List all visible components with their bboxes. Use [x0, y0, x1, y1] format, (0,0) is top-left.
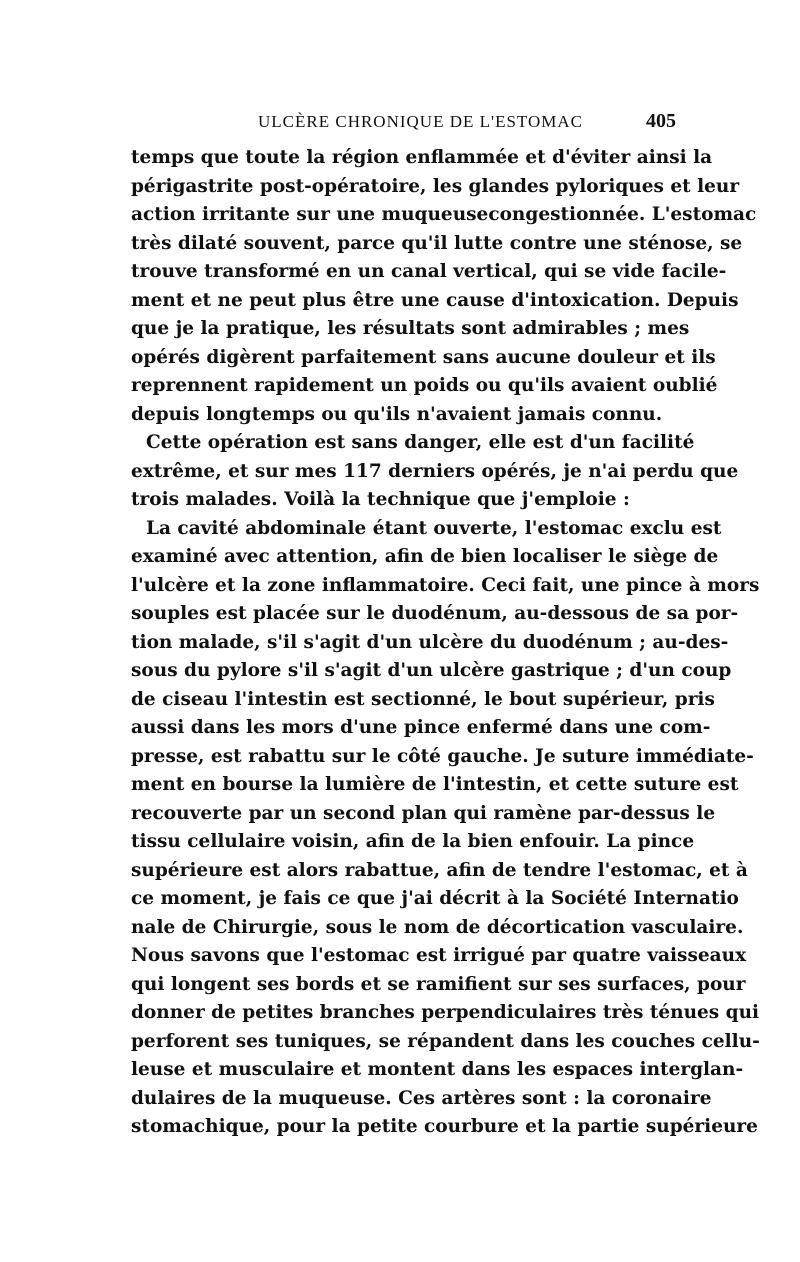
text-line: Cette opération est sans danger, elle est d'un facilité: [146, 432, 695, 453]
text-line: action irritante sur une muqueusecongestionnée. L'estomac: [131, 204, 757, 225]
text-line: donner de petites branches perpendiculaires très ténues qui: [131, 1002, 760, 1023]
text-line: aussi dans les mors d'une pince enfermé dans une com-: [131, 717, 711, 738]
text-line: tion malade, s'il s'agit d'un ulcère du duodénum ; au-des-: [131, 631, 729, 653]
text-line: trois malades. Voilà la technique que j'emploie :: [131, 489, 630, 510]
text-line: souples est placée sur le duodénum, au-dessous de sa por-: [131, 603, 739, 624]
text-line: dulaires de la muqueuse. Ces artères sont : la coronaire: [131, 1087, 712, 1109]
running-title: ULCÈRE CHRONIQUE DE L'ESTOMAC: [258, 112, 583, 131]
text-line: tissu cellulaire voisin, afin de la bien enfouir. La pince: [131, 831, 695, 852]
text-line: ment en bourse la lumière de l'intestin, et cette suture est: [131, 774, 739, 795]
text-line: très dilaté souvent, parce qu'il lutte contre une sténose, se: [131, 232, 743, 254]
page-number: 405: [646, 110, 676, 132]
running-head: [130, 112, 676, 136]
text-line: extrême, et sur mes 117 derniers opérés, je n'ai perdu que: [131, 460, 739, 482]
text-line: périgastrite post-opératoire, les glandes pyloriques et leur: [131, 175, 740, 197]
text-line: reprennent rapidement un poids ou qu'ils avaient oublié: [131, 375, 718, 396]
text-line: opérés digèrent parfaitement sans aucune douleur et ils: [131, 346, 716, 368]
text-line: leuse et musculaire et montent dans les espaces interglan-: [131, 1059, 744, 1080]
text-line: ce moment, je fais ce que j'ai décrit à la Société Internatio: [131, 888, 739, 909]
text-line: La cavité abdominale étant ouverte, l'estomac exclu est: [146, 517, 722, 539]
text-line: de ciseau l'intestin est sectionné, le bout supérieur, pris: [131, 688, 715, 710]
text-line: que je la pratique, les résultats sont admirables ; mes: [131, 318, 690, 339]
body-text: [131, 144, 760, 1142]
text-line: l'ulcère et la zone inflammatoire. Ceci fait, une pince à mors: [131, 574, 760, 596]
text-line: Nous savons que l'estomac est irrigué par quatre vaisseaux: [131, 945, 747, 966]
text-line: depuis longtemps ou qu'ils n'avaient jamais connu.: [131, 403, 663, 425]
text-line: supérieure est alors rabattue, afin de tendre l'estomac, et à: [131, 859, 748, 881]
text-line: trouve transformé en un canal vertical, qui se vide facile-: [131, 261, 727, 282]
text-line: sous du pylore s'il s'agit d'un ulcère gastrique ; d'un coup: [131, 660, 732, 681]
text-line: examiné avec attention, afin de bien localiser le siège de: [131, 546, 719, 567]
text-line: nale de Chirurgie, sous le nom de décortication vasculaire.: [131, 916, 744, 938]
text-line: perforent ses tuniques, se répandent dans les couches cellu-: [131, 1030, 760, 1052]
text-line: temps que toute la région enflammée et d'éviter ainsi la: [131, 147, 713, 168]
text-line: stomachique, pour la petite courbure et la partie supérieure: [131, 1116, 758, 1137]
text-line: qui longent ses bords et se ramifient sur ses surfaces, pour: [131, 973, 746, 995]
text-line: ment et ne peut plus être une cause d'intoxication. Depuis: [131, 289, 739, 311]
text-line: presse, est rabattu sur le côté gauche. Je suture immédiate-: [131, 745, 754, 767]
text-line: recouverte par un second plan qui ramène par-dessus le: [131, 802, 716, 824]
